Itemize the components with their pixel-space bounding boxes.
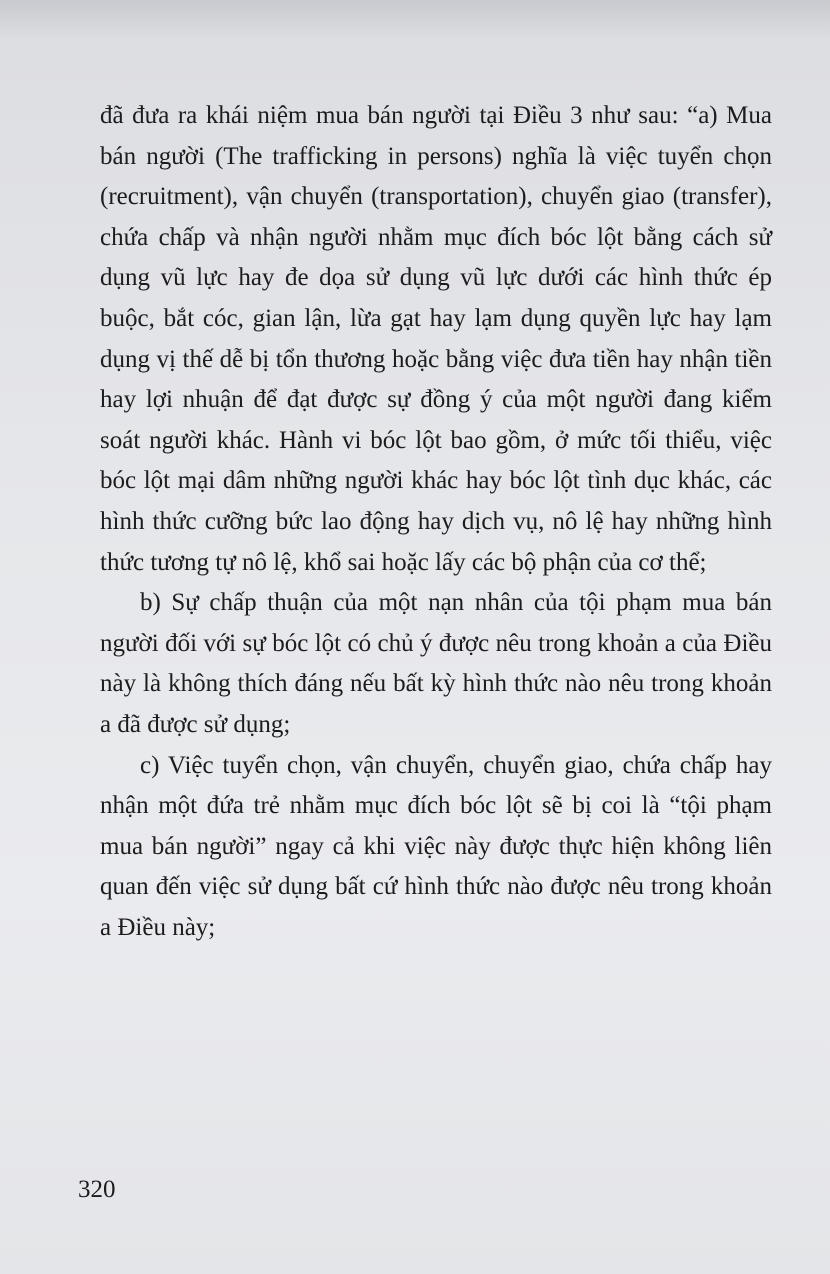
page-number: 320 (78, 1176, 116, 1203)
paragraph-a: đã đưa ra khái niệm mua bán người tại Điều 3 như sau: “a) Mua bán người (The trafficking in persons) nghĩa là việc tuyển chọn (recruitment), vận chuyển (transportation), chuyển giao (transfer), chứa chấp và nhận người nhằm mục đích bóc lột bằng cách sử dụng vũ lực hay đe dọa sử dụng vũ lực dưới các hình thức ép buộc, bắt cóc, gian lận, lừa gạt hay lạm dụng quyền lực hay lạm dụng vị thế dễ bị tổn thương hoặc bằng việc đưa tiền hay nhận tiền hay lợi nhuận để đạt được sự đồng ý của một người đang kiểm soát người khác. Hành vi bóc lột bao gồm, ở mức tối thiểu, việc bóc lột mại dâm những người khác hay bóc lột tình dục khác, các hình thức cưỡng bức lao động hay dịch vụ, nô lệ hay những hình thức tương tự nô lệ, khổ sai hoặc lấy các bộ phận của cơ thể; (100, 102, 772, 576)
body-text (100, 96, 772, 948)
paragraph-b: b) Sự chấp thuận của một nạn nhân của tội phạm mua bán người đối với sự bóc lột có chủ ý được nêu trong khoản a của Điều này là không thích đáng nếu bất kỳ hình thức nào nêu trong khoản a đã được sử dụng; (100, 589, 772, 738)
paragraph-c: c) Việc tuyển chọn, vận chuyển, chuyển giao, chứa chấp hay nhận một đứa trẻ nhằm mục đích bóc lột sẽ bị coi là “tội phạm mua bán người” ngay cả khi việc này được thực hiện không liên quan đến việc sử dụng bất cứ hình thức nào được nêu trong khoản a Điều này; (100, 751, 772, 941)
